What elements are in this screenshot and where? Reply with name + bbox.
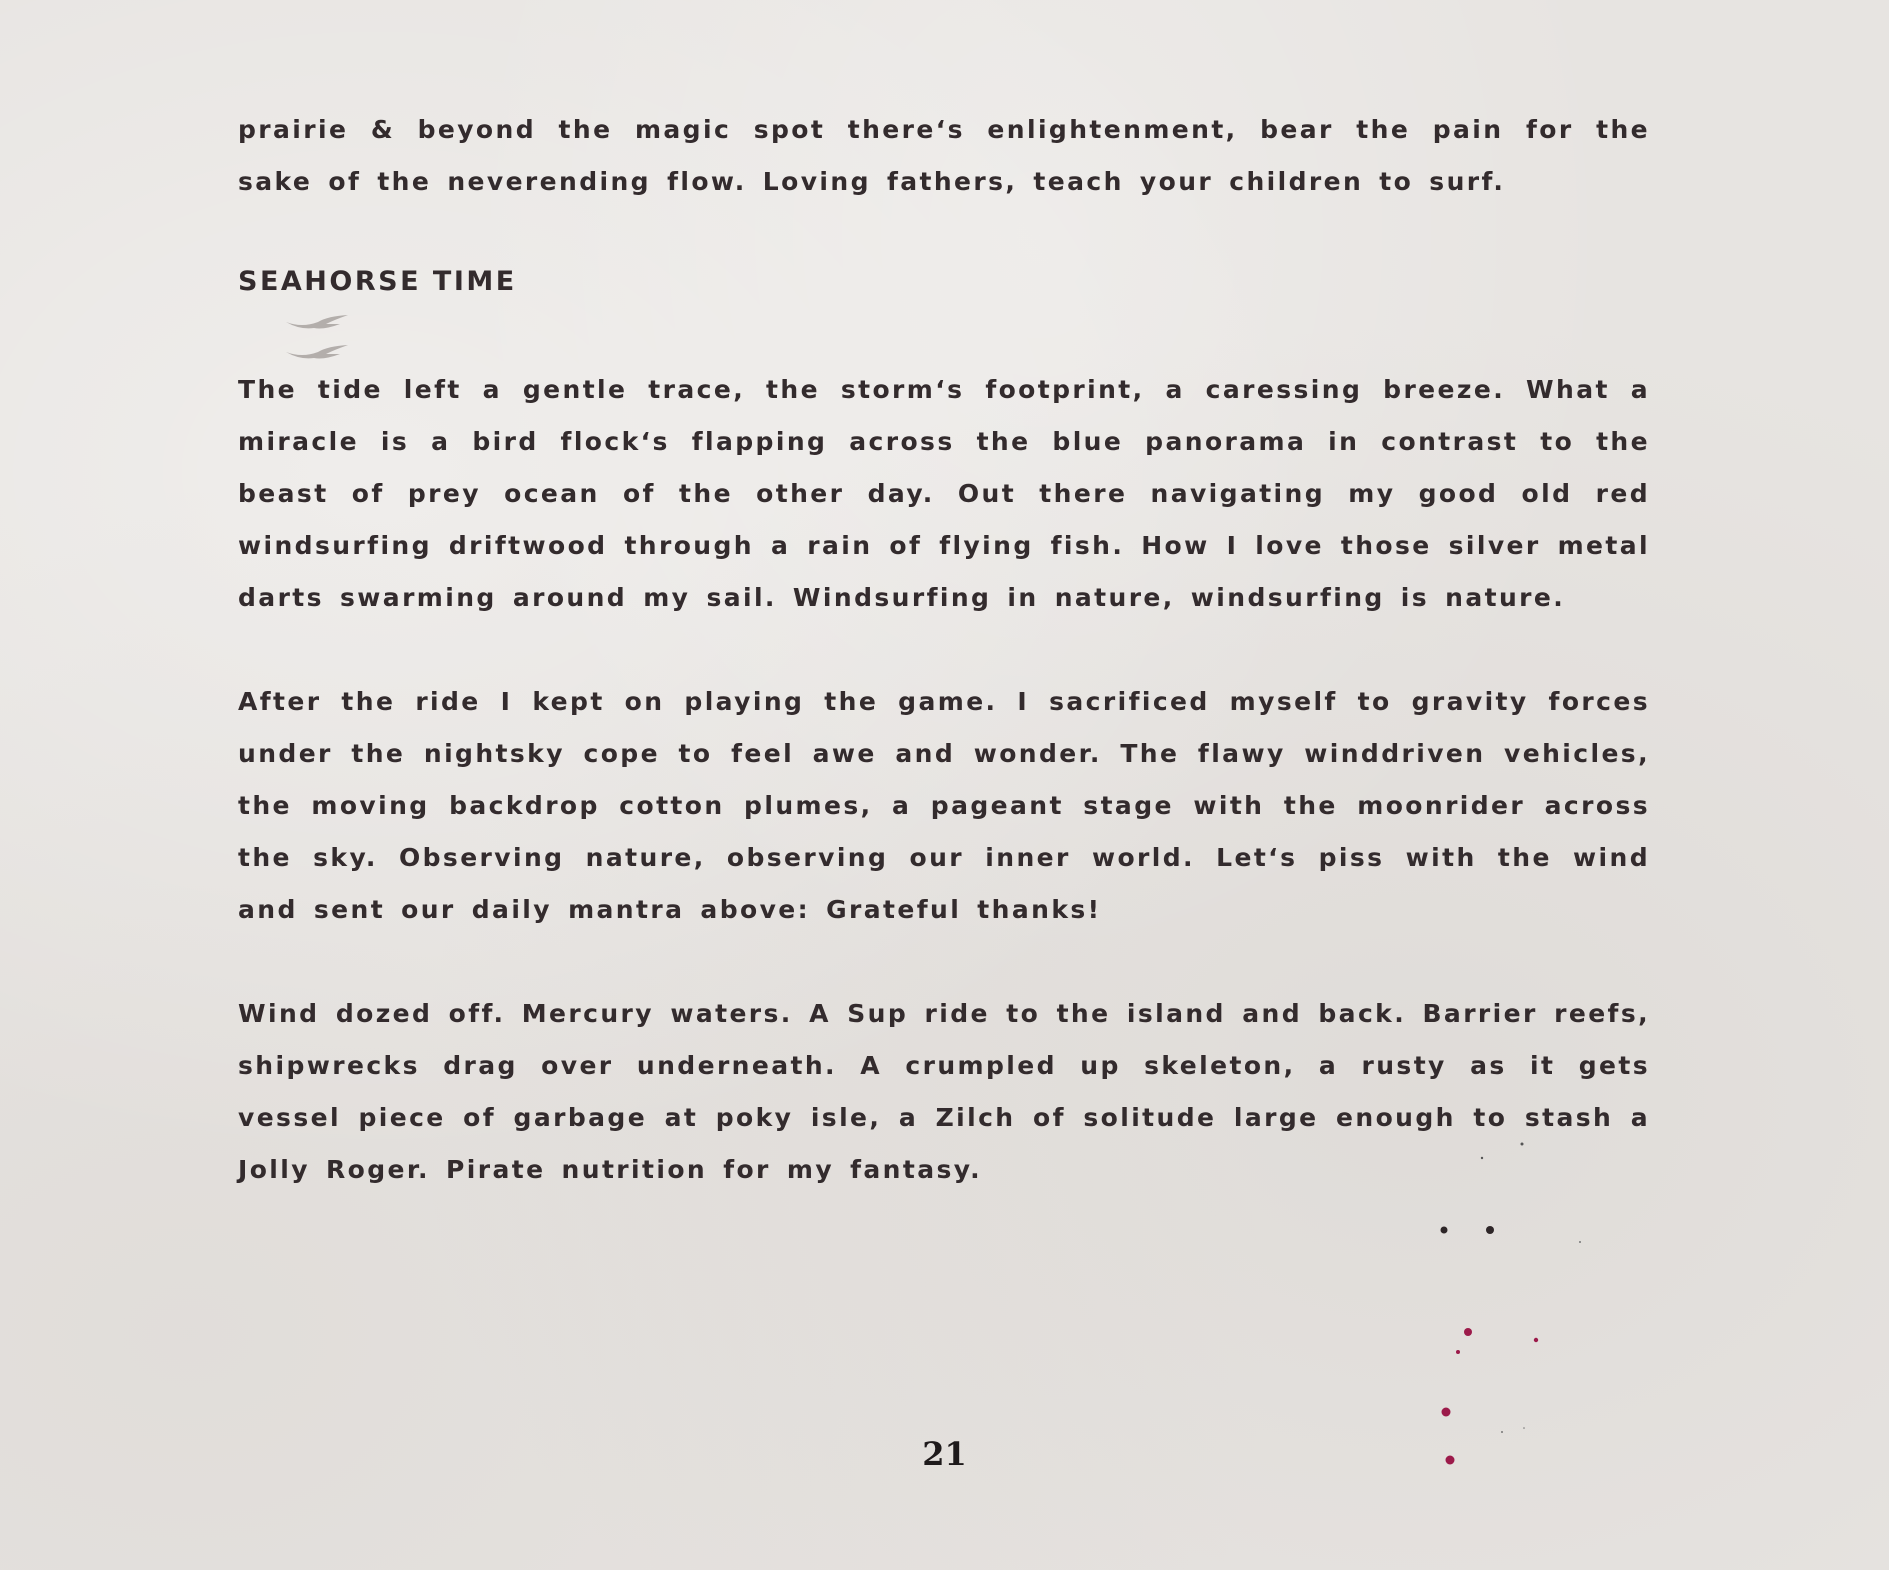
paragraph-1: The tide left a gentle trace, the storm‘s footprint, a caressing breeze. What a miracle is a bird flock‘s flapping across the blue panorama in contrast to the beast of prey ocean of the other day. Out there navigating my good old red windsurfing driftwood through a rain of flying fish. How I love those silver metal darts swarming around my sail. Windsurfing in nature, windsurfing is nature.	[238, 375, 1650, 612]
scattered-dots-decoration	[1420, 1130, 1620, 1480]
bird-swoosh-icon	[284, 312, 354, 362]
page-number: 21	[922, 1435, 967, 1473]
paragraph-2: After the ride I kept on playing the game. I sacrificed myself to gravity forces under the nightsky cope to feel awe and wonder. The flawy winddriven vehicles, the moving backdrop cotton plumes, a pageant stage with the moonrider across the sky. Observing nature, observing our inner world. Let‘s piss with the wind and sent our daily mantra above: Grateful thanks!	[238, 687, 1650, 924]
paragraph-3: Wind dozed off. Mercury waters. A Sup ride to the island and back. Barrier reefs, shipwrecks drag over underneath. A crumpled up skeleton, a rusty as it gets vessel piece of garbage at poky isle, a Zilch of solitude large enough to stash a Jolly Roger. Pirate nutrition for my fantasy.	[238, 999, 1650, 1184]
section-heading: SEAHORSE TIME	[238, 266, 517, 297]
intro-paragraph: prairie & beyond the magic spot there‘s enlightenment, bear the pain for the sake of the neverending flow. Loving fathers, teach your children to surf.	[238, 115, 1650, 196]
